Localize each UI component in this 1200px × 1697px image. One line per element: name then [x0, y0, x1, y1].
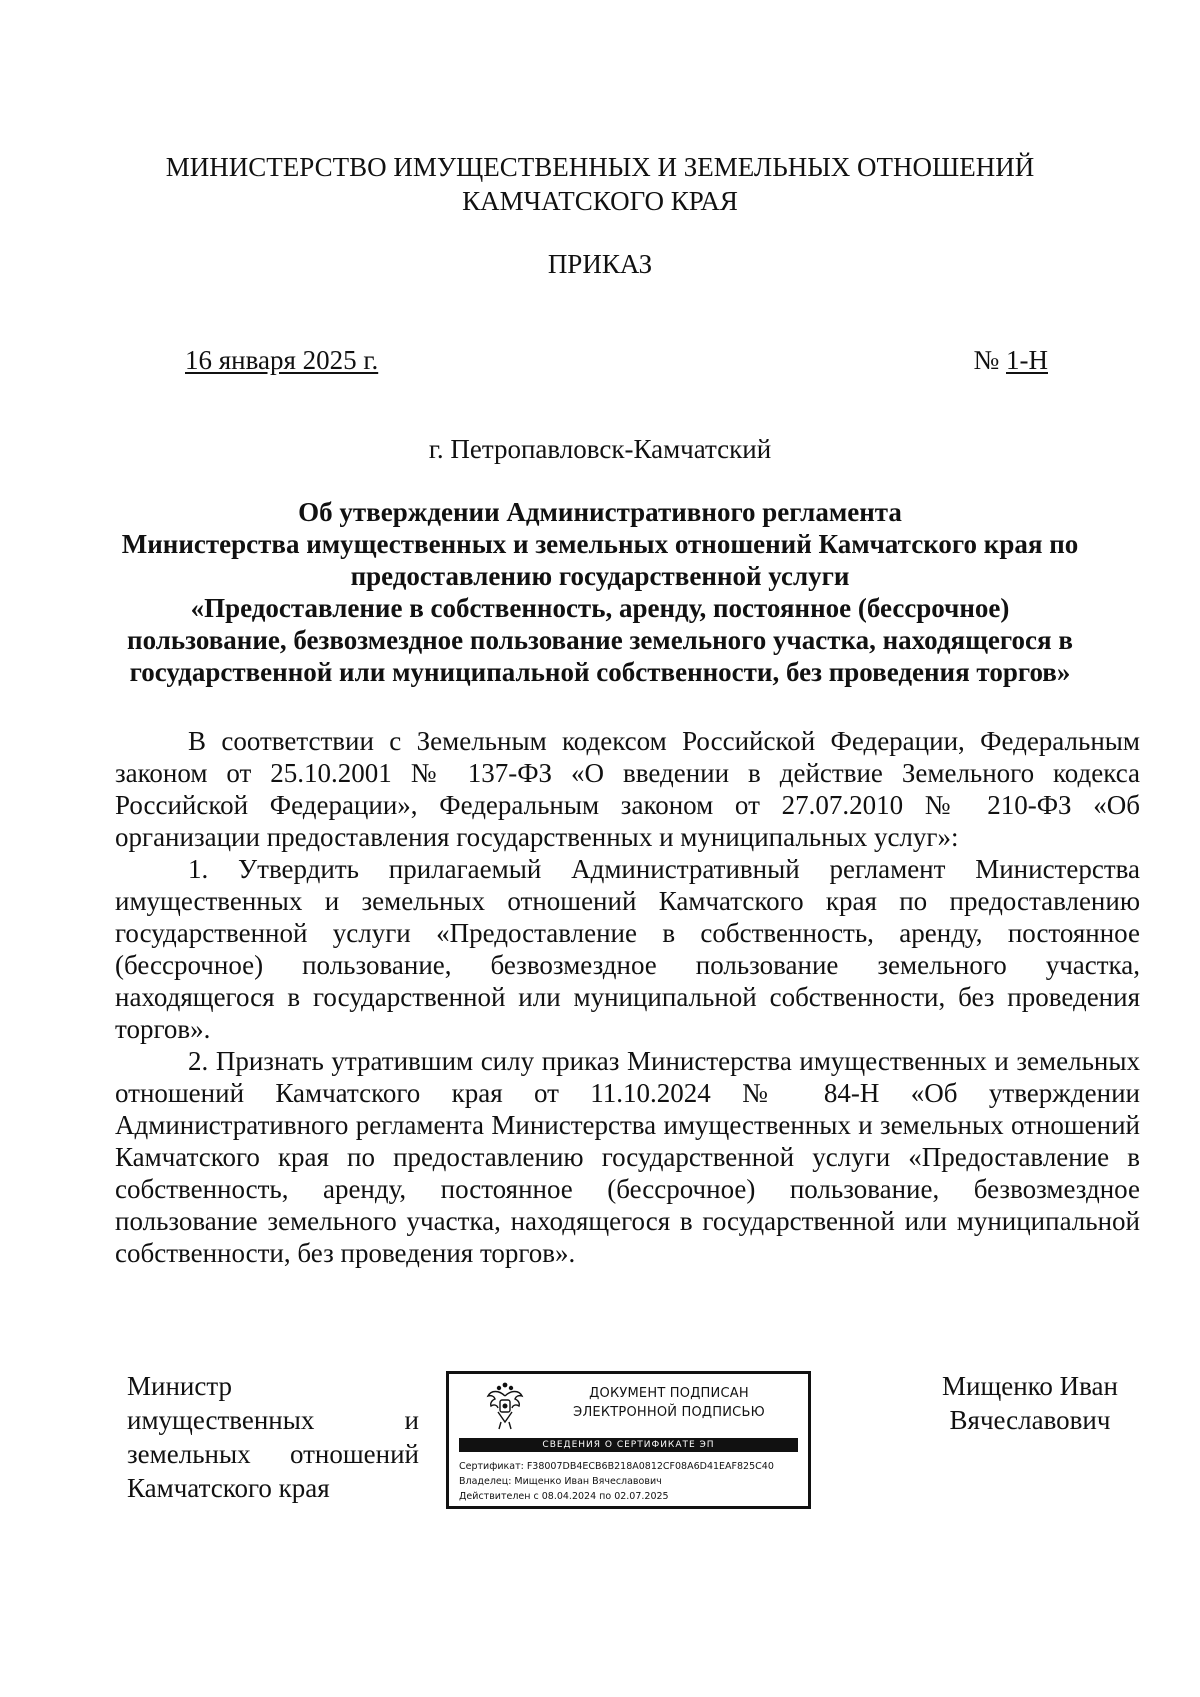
subject-line: предоставлению государственной услуги: [350, 561, 850, 591]
document-number: [973, 343, 1048, 377]
signatory-name-line-2: Вячеславович: [949, 1405, 1111, 1435]
document-number-value: 1-Н: [1006, 345, 1048, 375]
stamp-owner: Владелец: Мищенко Иван Вячеславович: [459, 1476, 662, 1487]
ministry-name-line-2: КАМЧАТСКОГО КРАЯ: [462, 186, 738, 216]
stamp-heading: [539, 1384, 799, 1422]
stamp-certificate-bar: СВЕДЕНИЯ О СЕРТИФИКАТЕ ЭП: [459, 1438, 798, 1452]
ministry-name: [100, 150, 1100, 218]
subject-line: пользование, безвозмездное пользование земельного участка, находящегося в: [127, 625, 1073, 655]
signatory-name: [910, 1369, 1150, 1437]
body-paragraph-item-1: 1. Утвердить прилагаемый Административный регламент Министерства имущественных и земельных отношений Камчатского края по предоставлению государственной услуги «Предоставление в собственность, аренду, постоянное (бессрочное) пользование, безвозмездное пользование земельного участка, находящегося в государственной или муниципальной собственности, без проведения торгов».: [115, 854, 1140, 1044]
document-number-prefix: №: [973, 345, 1006, 375]
russian-coat-of-arms-icon: [485, 1382, 525, 1432]
subject-line: Министерства имущественных и земельных отношений Камчатского края по: [121, 529, 1079, 559]
subject-line: «Предоставление в собственность, аренду, постоянное (бессрочное): [190, 593, 1010, 623]
subject-line: Об утверждении Административного регламента: [298, 497, 902, 527]
ministry-name-line-1: МИНИСТЕРСТВО ИМУЩЕСТВЕННЫХ И ЗЕМЕЛЬНЫХ ОТНОШЕНИЙ: [165, 152, 1035, 182]
document-body: [115, 725, 1140, 1269]
signatory-position-line: земельных отношений: [127, 1439, 419, 1469]
signatory-position-line: Камчатского края: [127, 1473, 330, 1503]
stamp-certificate-details: [459, 1459, 804, 1504]
document-subject: [100, 496, 1100, 688]
signatory-position: [127, 1369, 419, 1505]
signatory-name-line-1: Мищенко Иван: [941, 1371, 1118, 1401]
signatory-position-line: Министр: [127, 1371, 232, 1401]
document-date: 16 января 2025 г.: [185, 345, 379, 375]
document-city: г. Петропавловск-Камчатский: [428, 434, 772, 464]
body-paragraph-preamble: В соответствии с Земельным кодексом Российской Федерации, Федеральным законом от 25.10.2001 № 137-ФЗ «О введении в действие Земельного кодекса Российской Федерации», Федеральным законом от 27.07.2010 № 210-ФЗ «Об организации предоставления государственных и муниципальных услуг»:: [115, 726, 1140, 852]
document-type: ПРИКАЗ: [547, 249, 653, 279]
stamp-validity: Действителен с 08.04.2024 по 02.07.2025: [459, 1491, 669, 1502]
stamp-certificate-number: Сертификат: F38007DB4ECB6B218A0812CF08A6D41EAF825C40: [459, 1461, 774, 1472]
subject-line: государственной или муниципальной собственности, без проведения торгов»: [129, 657, 1071, 687]
body-paragraph-item-2: 2. Признать утратившим силу приказ Министерства имущественных и земельных отношений Камчатского края от 11.10.2024 № 84-Н «Об утверждении Административного регламента Министерства имущественных и земельных отношений Камчатского края по предоставлению государственной услуги «Предоставление в собственность, аренду, постоянное (бессрочное) пользование, безвозмездное пользование земельного участка, находящегося в государственной или муниципальной собственности, без проведения торгов».: [115, 1046, 1140, 1268]
stamp-heading-line-1: ДОКУМЕНТ ПОДПИСАН: [589, 1386, 749, 1401]
stamp-heading-line-2: ЭЛЕКТРОННОЙ ПОДПИСЬЮ: [573, 1405, 765, 1420]
electronic-signature-stamp: [446, 1371, 811, 1509]
signatory-position-line: имущественных и: [127, 1405, 419, 1435]
